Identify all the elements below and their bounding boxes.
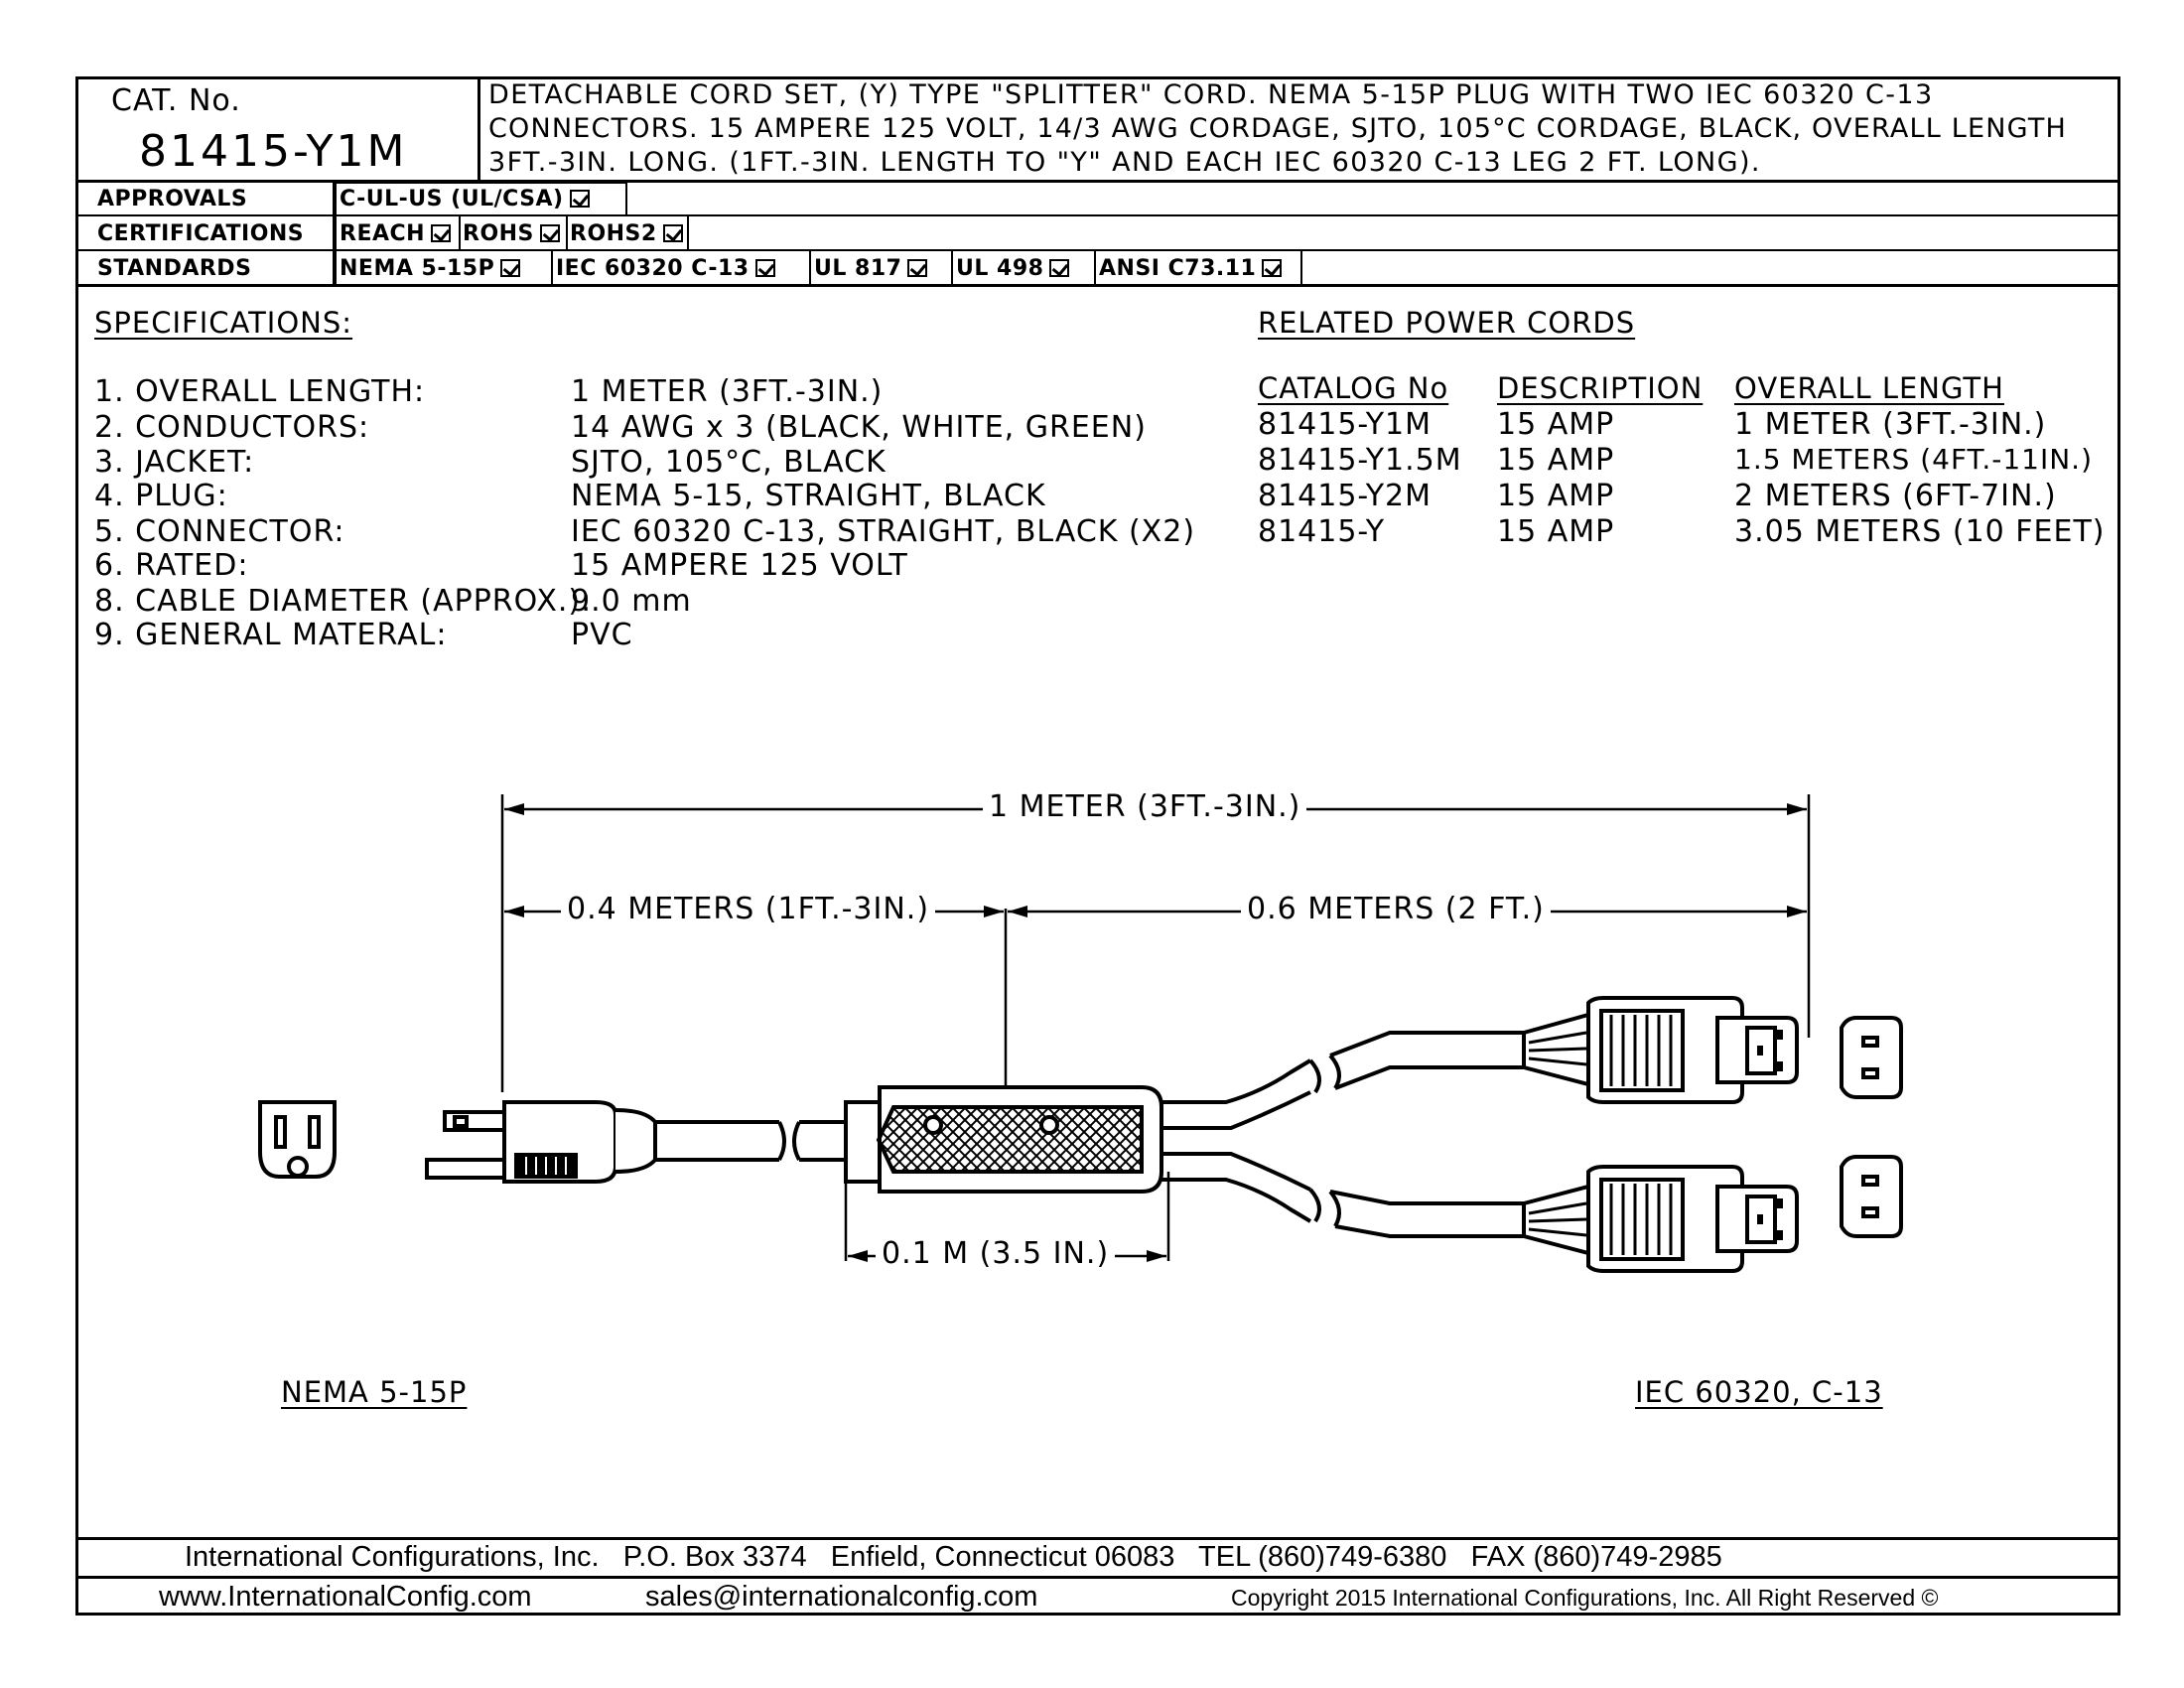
c13-face-icon-bottom xyxy=(1842,1157,1901,1236)
related-row-4-catalog: 81415-Y xyxy=(1258,514,1386,549)
dim-legs-text: 0.6 METERS (2 FT.) xyxy=(1241,892,1551,926)
cord-legs xyxy=(1161,1033,1524,1236)
related-header-length: OVERALL LENGTH xyxy=(1734,371,2004,405)
related-row-2-catalog: 81415-Y1.5M xyxy=(1258,443,1462,478)
cert-reach-text: REACH xyxy=(340,221,426,246)
splitter-body xyxy=(846,1087,1161,1192)
spec-label-4: 4. PLUG: xyxy=(94,479,228,513)
related-row-4-length: 3.05 METERS (10 FEET) xyxy=(1734,514,2106,549)
footer-email[interactable]: sales@internationalconfig.com xyxy=(645,1581,1038,1613)
std-ul498-text: UL 498 xyxy=(956,256,1044,281)
spec-value-3: SJTO, 105°C, BLACK xyxy=(571,445,887,480)
related-row-2-length: 1.5 METERS (4FT.-11IN.) xyxy=(1734,443,2093,476)
related-row-1-desc: 15 AMP xyxy=(1497,407,1615,442)
footer-copyright: Copyright 2015 International Configurations, Inc. All Right Reserved © xyxy=(1231,1585,1939,1611)
related-row-1-catalog: 81415-Y1M xyxy=(1258,407,1432,442)
cord-segment-main xyxy=(655,1122,846,1160)
related-row-2-desc: 15 AMP xyxy=(1497,443,1615,478)
spec-label-5: 5. CONNECTOR: xyxy=(94,514,345,549)
std-nema-text: NEMA 5-15P xyxy=(340,256,495,281)
spec-label-3: 3. JACKET: xyxy=(94,445,255,480)
spec-label-9: 9. GENERAL MATERAL: xyxy=(94,618,448,652)
spec-label-8: 8. CABLE DIAMETER (APPROX.): xyxy=(94,584,593,619)
description-line-3: 3FT.-3IN. LONG. (1FT.-3IN. LENGTH TO "Y" AND EACH IEC 60320 C-13 LEG 2 FT. LONG). xyxy=(488,147,1761,178)
description-line-1: DETACHABLE CORD SET, (Y) TYPE "SPLITTER" CORD. NEMA 5-15P PLUG WITH TWO IEC 60320 C-13 xyxy=(488,79,1934,110)
related-row-4-desc: 15 AMP xyxy=(1497,514,1615,549)
cat-number: 81415-Y1M xyxy=(139,126,408,177)
description-line-2: CONNECTORS. 15 AMPERE 125 VOLT, 14/3 AWG CORDAGE, SJTO, 105°C CORDAGE, BLACK, OVERALL LENGTH xyxy=(488,113,2068,144)
std-ansi-text: ANSI C73.11 xyxy=(1099,256,1257,281)
approval-item-text: C-UL-US (UL/CSA) xyxy=(340,187,564,211)
spec-value-5: IEC 60320 C-13, STRAIGHT, BLACK (X2) xyxy=(571,514,1196,549)
std-ul817-text: UL 817 xyxy=(814,256,902,281)
spec-value-4: NEMA 5-15, STRAIGHT, BLACK xyxy=(571,479,1046,513)
cat-label: CAT. No. xyxy=(111,83,241,118)
cert-rohs-text: ROHS xyxy=(463,221,534,246)
spec-value-9: PVC xyxy=(571,618,633,652)
related-row-3-desc: 15 AMP xyxy=(1497,479,1615,513)
dim-overall-text: 1 METER (3FT.-3IN.) xyxy=(983,789,1306,824)
plug-label: NEMA 5-15P xyxy=(281,1375,468,1409)
footer-top-line xyxy=(75,1537,2120,1540)
std-iec-text: IEC 60320 C-13 xyxy=(556,256,750,281)
footer-company-line: International Configurations, Inc. P.O. Box 3374 Enfield, Connecticut 06083 TEL (860)749-6380 FAX (860)749-2985 xyxy=(185,1541,1722,1573)
related-row-1-length: 1 METER (3FT.-3IN.) xyxy=(1734,407,2047,442)
spec-label-2: 2. CONDUCTORS: xyxy=(94,410,370,445)
related-header-description: DESCRIPTION xyxy=(1497,371,1704,405)
approvals-label: APPROVALS xyxy=(97,187,248,211)
specifications-title: SPECIFICATIONS: xyxy=(94,306,353,340)
related-header-catalog: CATALOG No xyxy=(1258,371,1449,405)
certifications-label: CERTIFICATIONS xyxy=(97,221,305,246)
standards-label: STANDARDS xyxy=(97,256,252,281)
cert-rohs2-text: ROHS2 xyxy=(570,221,657,246)
footer-website[interactable]: www.InternationalConfig.com xyxy=(159,1581,532,1613)
dim-body-text: 0.1 M (3.5 IN.) xyxy=(876,1236,1115,1271)
nema-plug-face-icon xyxy=(260,1102,335,1177)
spec-value-1: 1 METER (3FT.-3IN.) xyxy=(571,374,884,409)
spec-label-6: 6. RATED: xyxy=(94,548,249,583)
dim-to-y-text: 0.4 METERS (1FT.-3IN.) xyxy=(561,892,935,926)
plug-body xyxy=(427,1102,655,1182)
spec-value-6: 15 AMPERE 125 VOLT xyxy=(571,548,908,583)
related-row-3-catalog: 81415-Y2M xyxy=(1258,479,1432,513)
connector-label: IEC 60320, C-13 xyxy=(1635,1375,1883,1409)
related-title: RELATED POWER CORDS xyxy=(1258,306,1636,340)
spec-label-1: 1. OVERALL LENGTH: xyxy=(94,374,426,409)
c13-face-icon-top xyxy=(1842,1018,1901,1097)
footer-mid-line xyxy=(75,1576,2120,1579)
spec-value-2: 14 AWG x 3 (BLACK, WHITE, GREEN) xyxy=(571,410,1147,445)
spec-value-8: 9.0 mm xyxy=(571,584,692,619)
related-row-3-length: 2 METERS (6FT-7IN.) xyxy=(1734,479,2057,513)
